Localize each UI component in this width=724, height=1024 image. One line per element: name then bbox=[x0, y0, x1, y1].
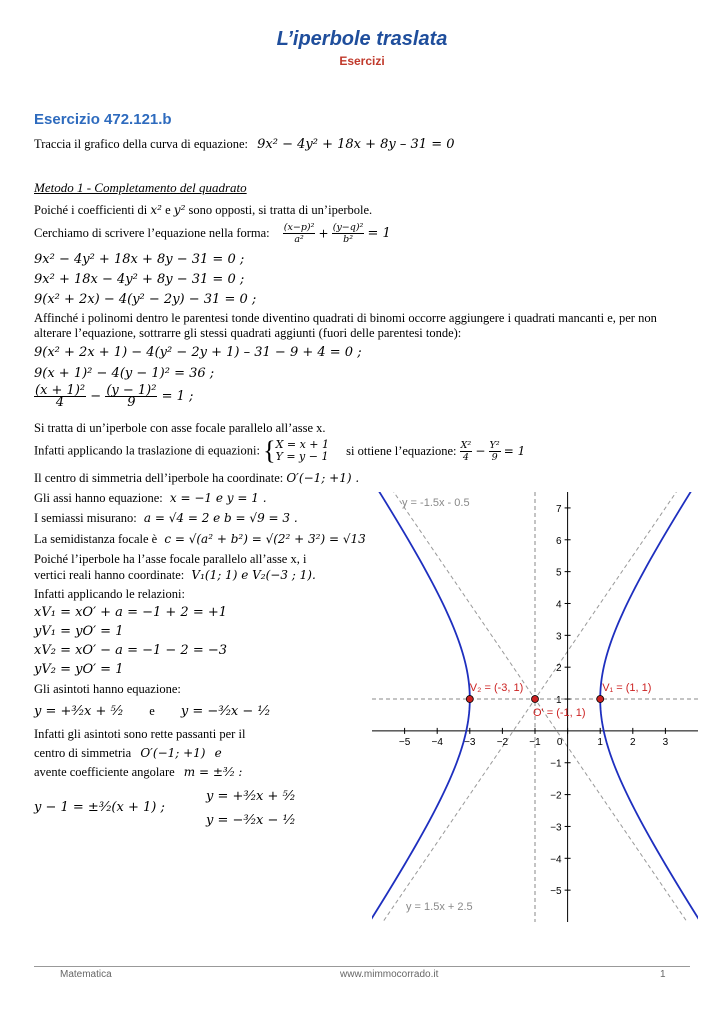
y-tick-label: 1 bbox=[556, 695, 562, 707]
page-subtitle: Esercizi bbox=[339, 54, 385, 68]
math: = 1 bbox=[367, 226, 391, 241]
page-title: L’iperbole traslata bbox=[276, 28, 448, 50]
asymptote-label: y = -1.5x - 0.5 bbox=[402, 497, 470, 509]
text: Poiché i coefficienti di bbox=[34, 203, 148, 217]
center-line bbox=[34, 471, 359, 486]
text: I semiassi misurano: bbox=[34, 511, 137, 525]
exercise-heading: Esercizio 472.121.b bbox=[34, 111, 172, 128]
text: Cerchiamo di scrivere l’equazione nella forma: bbox=[34, 226, 270, 240]
x-tick-label: 3 bbox=[662, 736, 669, 748]
equation-step-4: 9(x² + 2x + 1) − 4(y² − 2y + 1) – 31 − 9 + 4 = 0 ; bbox=[34, 345, 362, 360]
asymptote-explanation-3 bbox=[34, 765, 242, 780]
method-title: Metodo 1 - Completamento del quadrato bbox=[34, 180, 247, 195]
text: sono opposti, si tratta di un’iperbole. bbox=[188, 203, 373, 217]
asymptote-equations bbox=[34, 704, 270, 719]
math: y² bbox=[173, 203, 186, 217]
translation-line: Infatti applicando la traslazione di equazioni: { X = x + 1 Y = y − 1 si ottiene l’equazione: $\frac{\text{X²}}{4}$ − $\frac{\text{Y²}}{9}$ = 1 bbox=[34, 436, 526, 465]
x-tick-label: −4 bbox=[431, 736, 443, 748]
y-tick-label: 7 bbox=[556, 503, 562, 515]
hyperbola-graph bbox=[372, 492, 698, 922]
y-tick-label: −1 bbox=[550, 758, 562, 770]
y-tick-label: −3 bbox=[550, 822, 562, 834]
equation-step-2: 9x² + 18x − 4y² + 8y − 31 = 0 ; bbox=[34, 272, 245, 287]
text: Gli assi hanno equazione: bbox=[34, 491, 163, 505]
since-line: Poiché l’iperbole ha l’asse focale parallelo all’asse x, i bbox=[34, 552, 307, 566]
math: y = +³⁄₂x + ⁵⁄₂ bbox=[34, 704, 124, 719]
hyperbola-left-branch bbox=[372, 492, 470, 922]
text: si ottiene l’equazione: bbox=[346, 443, 457, 458]
fraction: $\frac{\text{(x + 1)²}}{4}$ bbox=[35, 383, 86, 410]
text: e bbox=[165, 203, 171, 217]
asymptote-result-1: y = +³⁄₂x + ⁵⁄₂ bbox=[206, 789, 296, 804]
math: V₁(1; 1) e V₂(−3 ; 1). bbox=[191, 568, 316, 582]
footer-center: www.mimmocorrado.it bbox=[340, 969, 439, 980]
focal-axis-line: Si tratta di un’iperbole con asse focale parallelo all’asse x. bbox=[34, 421, 326, 435]
footer-left: Matematica bbox=[60, 969, 112, 980]
footer-divider bbox=[34, 966, 690, 967]
explanation-paragraph: Affinché i polinomi dentro le parentesi tonde diventino quadrati di binomi occorre aggiungere i quadrati mancanti e, per non alterare l’equazione, sottrarre gli stessi quadrati aggiunti (fuori delle parentesi tonde): bbox=[34, 311, 657, 340]
relation-4: yV₂ = yO′ = 1 bbox=[34, 662, 124, 677]
text: avente coefficiente angolare bbox=[34, 765, 175, 779]
relation-2: yV₁ = yO′ = 1 bbox=[34, 624, 124, 639]
fraction: $\frac{\text{X²}}{4}$ bbox=[460, 439, 472, 463]
fraction: $\frac{\text{(y−q)²}}{\text{b²}}$ bbox=[332, 222, 364, 245]
math: x² bbox=[150, 203, 162, 217]
text: vertici reali hanno coordinate: bbox=[34, 568, 185, 582]
footer-page-number: 1 bbox=[660, 969, 666, 980]
x-tick-label: −2 bbox=[496, 736, 509, 748]
x-tick-label: −3 bbox=[464, 736, 476, 748]
math: y = −³⁄₂x − ¹⁄₂ bbox=[180, 704, 270, 719]
text: La semidistanza focale è bbox=[34, 532, 158, 546]
math: O′(−1; +1) . bbox=[286, 471, 360, 485]
x-tick-label: 1 bbox=[597, 736, 603, 748]
fraction: $\frac{\text{(x−p)²}}{\text{a²}}$ bbox=[283, 222, 315, 245]
math: c = √(a² + b²) = √(2² + 3²) = √13 bbox=[164, 532, 366, 546]
prompt-text: Traccia il grafico della curva di equazione: bbox=[34, 137, 249, 151]
point-marker bbox=[597, 696, 604, 703]
text: centro di simmetria bbox=[34, 746, 132, 760]
relation-3: xV₂ = xO′ − a = −1 − 2 = −3 bbox=[34, 643, 228, 658]
exercise-prompt bbox=[34, 137, 455, 152]
point-marker bbox=[532, 696, 539, 703]
point-label: V₁ = (1, 1) bbox=[602, 682, 652, 695]
axes-line bbox=[34, 491, 267, 506]
equation-step-5: 9(x + 1)² − 4(y − 1)² = 36 ; bbox=[34, 366, 215, 381]
x-tick-label: −1 bbox=[529, 736, 541, 748]
translation-system: X = x + 1 Y = y − 1 bbox=[275, 438, 330, 463]
point-label: V₂ = (-3, 1) bbox=[469, 682, 524, 695]
relation-1: xV₁ = xO′ + a = −1 + 2 = +1 bbox=[34, 605, 228, 620]
vertices-line bbox=[34, 568, 316, 583]
math: O′(−1; +1) bbox=[140, 746, 206, 760]
point-marker bbox=[466, 696, 473, 703]
math: e bbox=[214, 746, 222, 760]
hyperbola-right-branch bbox=[600, 492, 698, 922]
y-tick-label: −2 bbox=[550, 790, 562, 802]
exercise-equation: 9x² − 4y² + 18x + 8y – 31 = 0 bbox=[257, 137, 455, 152]
line-coefficients bbox=[34, 203, 372, 218]
text: e bbox=[149, 704, 155, 718]
asymptote-label: y = 1.5x + 2.5 bbox=[406, 901, 473, 913]
asymptote-point-slope: y − 1 = ±³⁄₂(x + 1) ; bbox=[34, 800, 165, 815]
x-tick-label: −5 bbox=[398, 736, 411, 748]
text: Infatti applicando la traslazione di equazioni: bbox=[34, 443, 260, 458]
y-tick-label: 3 bbox=[556, 631, 562, 643]
x-tick-label: 2 bbox=[630, 736, 636, 748]
math: m = ±³⁄₂ : bbox=[183, 765, 243, 779]
y-tick-label: −4 bbox=[550, 854, 562, 866]
equation-step-6: $\frac{\text{(x + 1)²}}{4}$ − $\frac{\text{(y − 1)²}}{9}$ = 1 ; bbox=[35, 383, 194, 410]
text: Il centro di simmetria dell’iperbole ha coordinate: bbox=[34, 471, 284, 485]
y-tick-label: 5 bbox=[556, 567, 562, 579]
y-tick-label: 4 bbox=[556, 599, 562, 611]
math: x = −1 e y = 1 . bbox=[169, 491, 267, 505]
equation-step-1: 9x² − 4y² + 18x + 8y − 31 = 0 ; bbox=[34, 252, 245, 267]
semiaxes-line bbox=[34, 511, 298, 526]
y-tick-label: 2 bbox=[556, 663, 562, 675]
relations-line: Infatti applicando le relazioni: bbox=[34, 587, 185, 601]
y-tick-label: 6 bbox=[556, 535, 562, 547]
line-form: Cerchiamo di scrivere l’equazione nella forma: $\frac{\text{(x−p)²}}{\text{a²}}$ + $\frac{\text{(y−q)²}}{\text{b²}}$ = 1 bbox=[34, 222, 391, 245]
asymptotes-line: Gli asintoti hanno equazione: bbox=[34, 682, 181, 696]
y-tick-label: −5 bbox=[550, 886, 562, 898]
asymptote-result-2: y = −³⁄₂x − ¹⁄₂ bbox=[206, 813, 296, 828]
equation-step-3: 9(x² + 2x) − 4(y² − 2y) − 31 = 0 ; bbox=[34, 292, 257, 307]
point-label: O' = (-1, 1) bbox=[533, 707, 586, 720]
asymptote-explanation-2 bbox=[34, 746, 222, 761]
math: a = √4 = 2 e b = √9 = 3 . bbox=[143, 511, 298, 525]
fraction: $\frac{\text{(y − 1)²}}{9}$ bbox=[106, 383, 157, 410]
focal-distance-line bbox=[34, 532, 366, 547]
asymptote-explanation-1: Infatti gli asintoti sono rette passanti per il bbox=[34, 727, 246, 741]
fraction: $\frac{\text{Y²}}{9}$ bbox=[489, 439, 500, 463]
x-tick-label: 0 bbox=[556, 736, 563, 748]
